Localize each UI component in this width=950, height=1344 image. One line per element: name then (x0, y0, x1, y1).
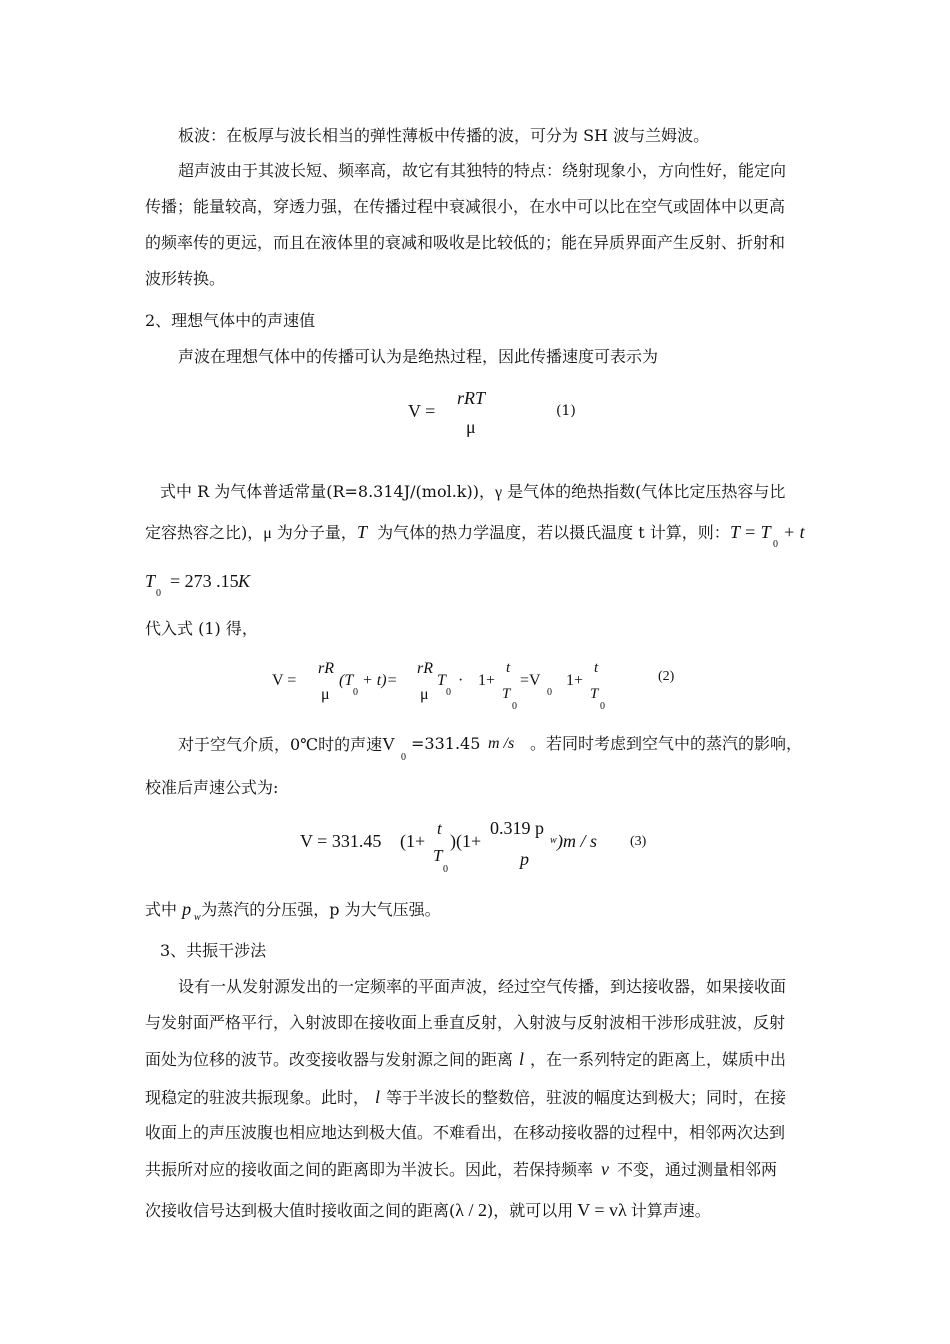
eq1-lhs: V = (408, 401, 436, 421)
p8-text-3a: 面处为位移的波节。改变接收器与发射源之间的距离 (145, 1050, 514, 1069)
paragraph-resonance-line6 (145, 1158, 777, 1181)
eq3-lhs: V = 331.45 (300, 831, 382, 851)
p4-text-c: 定容热容之比)， (145, 523, 264, 542)
eq2-sub0a: 0 (353, 687, 358, 698)
p4-text-e: 为气体的热力学温度，若以摄氏温度 t 计算，则： (377, 523, 730, 542)
p8-text-7a: 次接收信号达到极大值时接收面之间的距离( (145, 1201, 456, 1220)
eqT0-sub: 0 (156, 588, 161, 599)
section-heading-ideal-gas: 2、理想气体中的声速值 (145, 311, 316, 330)
paragraph-resonance-line2: 与发射面严格平行，入射波即在接收面上垂直反射，入射波与反射波相干涉形成驻波，反射 (145, 1013, 786, 1032)
paragraph-plate-wave: 板波：在板厚与波长相当的弹性薄板中传播的波，可分为 SH 波与兰姆波。 (178, 126, 710, 145)
p7-text-a: 式中 (145, 900, 178, 919)
paragraph-gas-constant-line1 (160, 481, 785, 504)
p8-v-symbol: v (601, 1159, 610, 1179)
eq3-sub0: 0 (443, 864, 448, 875)
paragraph-air-speed-line2: 校准后声速公式为: (145, 778, 279, 797)
paragraph-resonance-line7 (145, 1199, 711, 1222)
paragraph-adiabatic: 声波在理想气体中的传播可认为是绝热过程，因此传播速度可表示为 (178, 347, 659, 366)
p4-text-d: 为分子量， (276, 523, 357, 542)
p8-text-6a: 共振所对应的接收面之间的距离即为半波长。因此，若保持频率 (145, 1160, 594, 1179)
eq2-lhs: V = (272, 672, 297, 689)
p6-V: V (382, 734, 396, 754)
p6-unit: m /s (488, 735, 515, 752)
paragraph-gas-constant-line2 (145, 521, 730, 545)
eq2-den2: μ (420, 686, 429, 703)
gamma-symbol: γ (494, 484, 503, 501)
eq3-p1: (1+ (400, 831, 426, 851)
p8-l-symbol-2: l (375, 1087, 381, 1107)
paragraph-air-speed-line1 (178, 733, 395, 756)
eq2-eqV: =V (520, 672, 541, 689)
p8-text-6b: 不变，通过测量相邻两 (617, 1160, 778, 1179)
p8-l-symbol-1: l (519, 1049, 525, 1069)
eq3-subw: w (550, 835, 557, 846)
paragraph-resonance-line5: 收面上的声压波腹也相应地达到极大值。不难看出，在移动接收器的过程中，相邻两次达到 (145, 1123, 786, 1142)
p8-text-4a: 现稳定的驻波共振现象。此时， (145, 1088, 370, 1107)
eq3-den: p (520, 849, 529, 869)
section-heading-resonance: 3、共振干涉法 (160, 941, 267, 960)
p7-p: p (182, 899, 192, 919)
T-symbol: T (356, 522, 367, 542)
paragraph-ultrasound-line1: 超声波由于其波长短、频率高，故它有其独特的特点：绕射现象小，方向性好，能定向 (178, 161, 787, 180)
inline-eq-T: T (730, 522, 741, 542)
eq3-p2: )(1+ (450, 831, 482, 851)
eq2-den1: μ (321, 686, 330, 703)
eq2-sub0d: 0 (547, 687, 552, 698)
p6-value: =331.45 (411, 734, 481, 753)
eq2-num2: rR (417, 660, 433, 677)
eq3-number: (3) (630, 834, 647, 849)
eq2-sub0c: 0 (512, 701, 517, 712)
eq2-paren: (T (339, 672, 354, 689)
eq2-sub0e: 0 (600, 701, 605, 712)
eq2-one2: 1+ (566, 672, 584, 689)
p6-sub0: 0 (401, 752, 406, 763)
eq2-sub0b: 0 (446, 687, 451, 698)
eq1-numerator: rRT (457, 388, 486, 408)
eq2-t2num: t (594, 660, 599, 676)
p8-text-4b: 等于半波长的整数倍，驻波的幅度达到极大；同时，在接 (386, 1088, 787, 1107)
eq3-tail: )m / s (557, 831, 597, 851)
eq2-num1: rR (318, 660, 334, 677)
eq2-t2den: T (590, 686, 599, 702)
inline-eq-equals-T: = T (744, 522, 771, 542)
p8-text-7c: 计算声速。 (630, 1201, 711, 1220)
paragraph-substitute: 代入式 (1) 得， (145, 619, 258, 638)
eq2-t1den: T (502, 686, 511, 702)
paragraph-ultrasound-line2: 传播；能量较高，穿透力强，在传播过程中衰减很小，在水中可以比在空气或固体中以更高 (145, 197, 786, 216)
eq2-one1: 1+ (478, 672, 496, 689)
p8-lambda-half: λ / 2 (455, 1200, 487, 1220)
eq2-dot: · (458, 672, 464, 689)
eqT0-value: = 273 .15 (170, 571, 239, 591)
eq2-number: (2) (658, 669, 675, 684)
eq1-number: (1) (556, 403, 576, 419)
eq3-tden: T (433, 846, 443, 865)
p7-text-b: 为蒸汽的分压强，p 为大气压强。 (201, 900, 441, 919)
p4-text-a: 式中 R 为气体普适常量(R=8.314J/(mol.k))， (160, 482, 495, 501)
paragraph-resonance-line1: 设有一从发射源发出的一定频率的平面声波，经过空气传播，到达接收器，如果接收面 (178, 977, 787, 996)
p6-text-a: 对于空气介质，0℃时的声速 (178, 735, 383, 754)
paragraph-ultrasound-line4: 波形转换。 (145, 269, 226, 288)
eq2-t1num: t (506, 660, 511, 676)
paragraph-resonance-line4 (145, 1086, 786, 1109)
paragraph-ultrasound-line3: 的频率传的更远，而且在液体里的衰减和吸收是比较低的；能在异质界面产生反射、折射和 (145, 233, 786, 252)
eqT0-K: K (238, 571, 251, 591)
inline-eq-plus-t: + t (783, 522, 805, 542)
inline-eq-sub0: 0 (773, 539, 778, 550)
p7-sub-w: w (194, 912, 201, 923)
eq3-tnum: t (437, 819, 442, 838)
eq2-paren-tail: + t)= (362, 672, 398, 689)
mu-symbol: μ (263, 525, 272, 542)
eq2-T: T (437, 672, 446, 689)
p8-v-eq: V = vλ (577, 1200, 627, 1220)
paragraph-vapor-pressure (145, 898, 441, 921)
eqT0-T: T (145, 571, 156, 591)
p8-text-3b: ，在一系列特定的距离上，媒质中出 (530, 1050, 787, 1069)
eq3-num: 0.319 p (490, 818, 544, 838)
paragraph-resonance-line3 (145, 1048, 786, 1071)
p4-text-b: 是气体的绝热指数(气体比定压热容与比 (507, 482, 786, 501)
eq1-denominator: μ (466, 417, 476, 437)
p8-text-7b: )，就可以用 (486, 1201, 574, 1220)
p6-text-c: 。若同时考虑到空气中的蒸汽的影响， (530, 734, 803, 753)
